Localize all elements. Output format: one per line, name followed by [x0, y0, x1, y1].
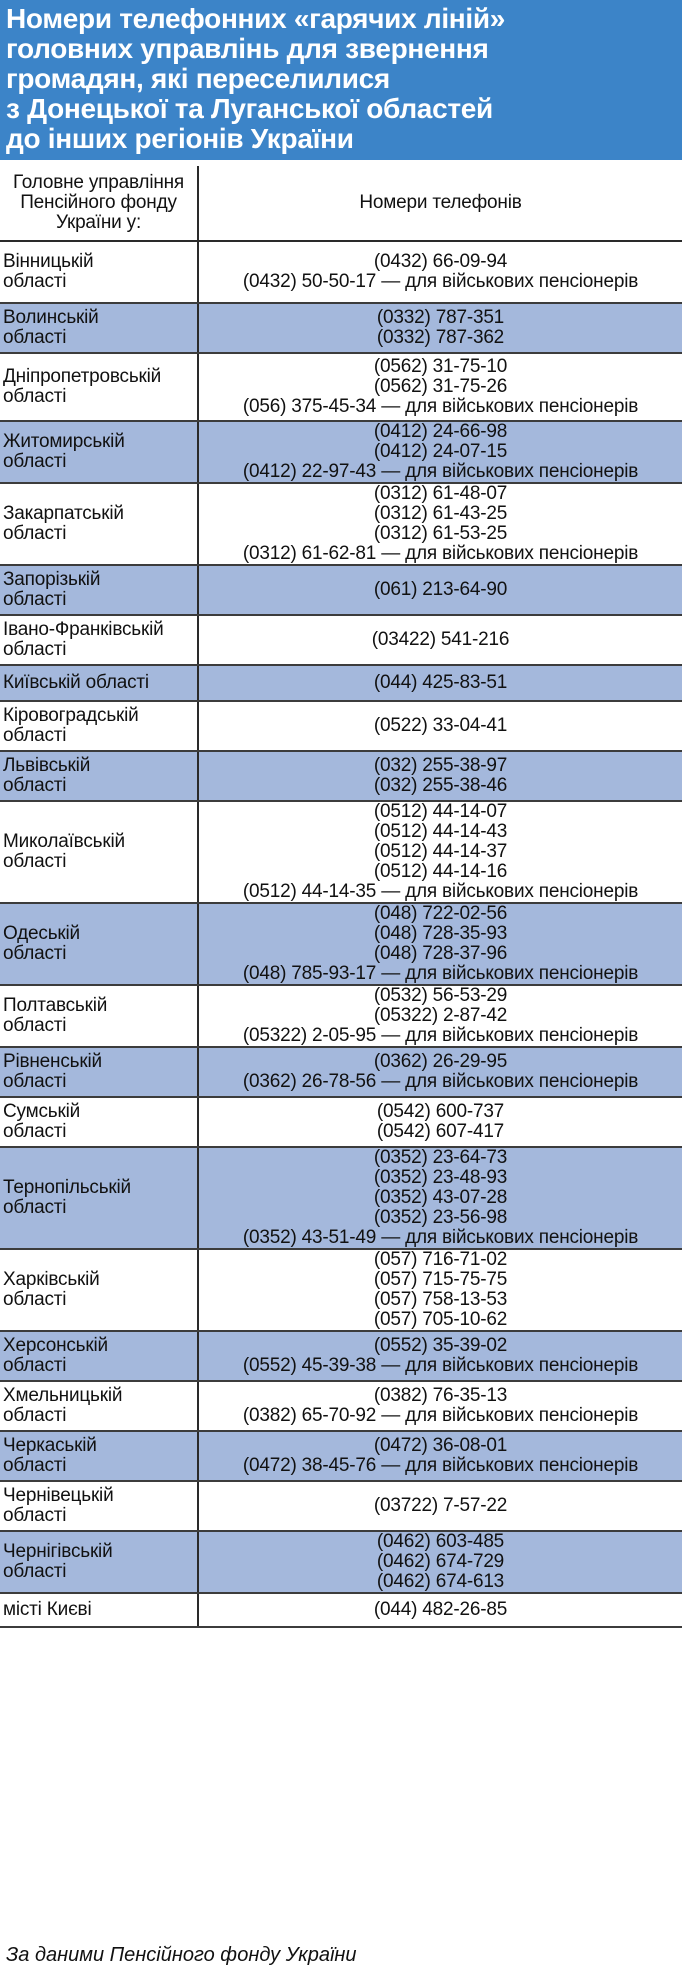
phone-number: (0512) 44-14-37 [373, 841, 508, 862]
region-cell [0, 985, 198, 1047]
title-line: громадян, які переселилися [6, 63, 390, 94]
table-row [0, 241, 682, 303]
region-cell [0, 421, 198, 483]
region-name: Київській області [3, 672, 149, 693]
region-name: області [3, 1197, 67, 1218]
table-row [0, 1331, 682, 1381]
region-cell [0, 1531, 198, 1593]
phone-number: (0312) 61-48-07 [373, 483, 508, 504]
table-row [0, 1593, 682, 1627]
region-name: Херсонській [3, 1335, 108, 1356]
region-cell [0, 1249, 198, 1331]
table-row [0, 1481, 682, 1531]
region-name: області [3, 451, 67, 472]
region-name: області [3, 775, 67, 796]
phones-cell [198, 985, 682, 1047]
phone-number: (0412) 24-07-15 [373, 441, 508, 462]
phones-cell [198, 701, 682, 751]
region-name: Чернівецькій [3, 1485, 114, 1506]
phone-number: (057) 758-13-53 [373, 1289, 508, 1310]
region-name: Рівненській [3, 1051, 102, 1072]
hotline-table [0, 166, 682, 1628]
phone-number: (0362) 26-78-56 — для військових пенсіонерів [242, 1071, 639, 1092]
phones-cell [198, 1481, 682, 1531]
region-name: області [3, 725, 67, 746]
title-line: з Донецької та Луганської областей [6, 93, 493, 124]
phone-number: (0562) 31-75-10 [373, 356, 508, 377]
table-row [0, 421, 682, 483]
phone-number: (057) 715-75-75 [373, 1269, 508, 1290]
phones-cell [198, 801, 682, 903]
region-name: області [3, 1121, 67, 1142]
region-cell [0, 1147, 198, 1249]
phone-number: (0462) 674-613 [376, 1571, 505, 1592]
phones-cell [198, 1381, 682, 1431]
title-line: головних управлінь для звернення [6, 33, 489, 64]
region-cell [0, 801, 198, 903]
phone-number: (061) 213-64-90 [373, 579, 508, 600]
region-name: Кіровоградській [3, 705, 139, 726]
phones-cell [198, 1331, 682, 1381]
region-name: області [3, 386, 67, 407]
table-row [0, 615, 682, 665]
table-row [0, 1431, 682, 1481]
phones-cell [198, 615, 682, 665]
region-name: Харківській [3, 1269, 100, 1290]
region-name: Черкаській [3, 1435, 97, 1456]
phone-number: (0332) 787-362 [376, 327, 505, 348]
phones-cell [198, 483, 682, 565]
table-row [0, 1381, 682, 1431]
region-name: області [3, 851, 67, 872]
table-row [0, 565, 682, 615]
phone-number: (057) 705-10-62 [373, 1309, 508, 1330]
region-name: області [3, 943, 67, 964]
region-cell [0, 303, 198, 353]
table-row [0, 903, 682, 985]
region-cell [0, 565, 198, 615]
phone-number: (032) 255-38-97 [373, 755, 508, 776]
phones-cell [198, 1047, 682, 1097]
phone-number: (048) 722-02-56 [373, 903, 508, 924]
phones-cell [198, 565, 682, 615]
phones-cell [198, 1531, 682, 1593]
phone-number: (0352) 43-07-28 [373, 1187, 508, 1208]
region-name: Сумській [3, 1101, 81, 1122]
phone-number: (0552) 45-39-38 — для військових пенсіонерів [242, 1355, 639, 1376]
region-name: Закарпатській [3, 503, 124, 524]
phone-number: (0352) 23-48-93 [373, 1167, 508, 1188]
table-row [0, 1097, 682, 1147]
phone-number: (044) 425-83-51 [373, 672, 508, 693]
table-row [0, 353, 682, 421]
phone-number: (044) 482-26-85 [373, 1599, 508, 1620]
region-name: області [3, 589, 67, 610]
phone-number: (0462) 603-485 [376, 1531, 505, 1552]
region-name: області [3, 1355, 67, 1376]
region-name: Хмельницькій [3, 1385, 123, 1406]
table-row [0, 483, 682, 565]
phone-number: (0352) 43-51-49 — для військових пенсіонерів [242, 1227, 639, 1248]
phone-number: (0312) 61-53-25 [373, 523, 508, 544]
phones-cell [198, 751, 682, 801]
phones-cell [198, 1431, 682, 1481]
phones-cell [198, 1097, 682, 1147]
column-header-line: України у: [55, 212, 142, 233]
phone-number: (048) 728-37-96 [373, 943, 508, 964]
region-name: Тернопільській [3, 1177, 131, 1198]
title-line: до інших регіонів України [6, 123, 354, 154]
phone-number: (05322) 2-05-95 — для військових пенсіонерів [242, 1025, 639, 1046]
region-name: Полтавській [3, 995, 108, 1016]
phones-cell [198, 665, 682, 701]
table-row [0, 1047, 682, 1097]
region-cell [0, 1097, 198, 1147]
region-cell [0, 1481, 198, 1531]
table-row [0, 1531, 682, 1593]
phone-number: (0382) 65-70-92 — для військових пенсіонерів [242, 1405, 639, 1426]
region-cell [0, 751, 198, 801]
title-banner [0, 0, 682, 160]
table-row [0, 801, 682, 903]
phone-number: (048) 785-93-17 — для військових пенсіонерів [242, 963, 639, 984]
phone-number: (0352) 23-64-73 [373, 1147, 508, 1168]
phone-number: (0412) 22-97-43 — для військових пенсіонерів [242, 461, 639, 482]
phone-number: (03722) 7-57-22 [373, 1495, 508, 1516]
table-row [0, 751, 682, 801]
region-name: області [3, 1561, 67, 1582]
phone-number: (0412) 24-66-98 [373, 421, 508, 442]
region-cell [0, 483, 198, 565]
phone-number: (03422) 541-216 [371, 629, 510, 650]
column-header-region [0, 166, 198, 241]
region-cell [0, 1381, 198, 1431]
phone-number: (0332) 787-351 [376, 307, 505, 328]
table-row [0, 665, 682, 701]
region-name: області [3, 271, 67, 292]
phone-number: (0462) 674-729 [376, 1551, 505, 1572]
phone-number: (0472) 36-08-01 [373, 1435, 508, 1456]
region-cell [0, 903, 198, 985]
phone-number: (0382) 76-35-13 [373, 1385, 508, 1406]
region-name: області [3, 1071, 67, 1092]
phone-number: (056) 375-45-34 — для військових пенсіонерів [242, 396, 639, 417]
phone-number: (0532) 56-53-29 [373, 985, 508, 1006]
phones-cell [198, 1147, 682, 1249]
phone-number: (0312) 61-43-25 [373, 503, 508, 524]
region-cell [0, 701, 198, 751]
phone-number: (0352) 23-56-98 [373, 1207, 508, 1228]
phones-cell [198, 303, 682, 353]
region-name: Чернігівській [3, 1541, 113, 1562]
table-row [0, 1249, 682, 1331]
phones-cell [198, 1593, 682, 1627]
region-cell [0, 1047, 198, 1097]
region-name: Одеській [3, 923, 80, 944]
page-title [6, 4, 676, 154]
phone-number: (0432) 66-09-94 [373, 251, 508, 272]
region-cell [0, 665, 198, 701]
phone-number: (057) 716-71-02 [373, 1249, 508, 1270]
phones-cell [198, 421, 682, 483]
region-cell [0, 1431, 198, 1481]
region-name: області [3, 1289, 67, 1310]
region-name: місті Києві [3, 1599, 92, 1620]
phones-cell [198, 1249, 682, 1331]
region-name: Вінницькій [3, 251, 94, 272]
region-name: області [3, 639, 67, 660]
region-cell [0, 1331, 198, 1381]
region-name: області [3, 1505, 67, 1526]
region-cell [0, 1593, 198, 1627]
region-cell [0, 615, 198, 665]
table-row [0, 985, 682, 1047]
phones-cell [198, 903, 682, 985]
column-header-phones: Номери телефонів [198, 166, 682, 241]
region-name: області [3, 1405, 67, 1426]
table-header-row [0, 166, 682, 241]
phone-number: (0362) 26-29-95 [373, 1051, 508, 1072]
phone-number: (032) 255-38-46 [373, 775, 508, 796]
region-name: Житомирській [3, 431, 125, 452]
phone-number: (048) 728-35-93 [373, 923, 508, 944]
phone-number: (0432) 50-50-17 — для військових пенсіонерів [242, 271, 639, 292]
phone-number: (0512) 44-14-07 [373, 801, 508, 822]
table-row [0, 303, 682, 353]
region-name: Дніпропетровській [3, 366, 162, 387]
region-name: області [3, 327, 67, 348]
region-name: області [3, 523, 67, 544]
table-row [0, 701, 682, 751]
region-name: Миколаївській [3, 831, 125, 852]
region-name: Івано-Франківській [3, 619, 164, 640]
phone-number: (0562) 31-75-26 [373, 376, 508, 397]
column-header-line: Пенсійного фонду [20, 192, 177, 213]
region-cell [0, 241, 198, 303]
table-row [0, 1147, 682, 1249]
phone-number: (0542) 607-417 [376, 1121, 505, 1142]
phone-number: (0552) 35-39-02 [373, 1335, 508, 1356]
region-name: Львівській [3, 755, 91, 776]
phone-number: (0512) 44-14-16 [373, 861, 508, 882]
region-name: області [3, 1455, 67, 1476]
source-note: За даними Пенсійного фонду України [6, 1944, 357, 1966]
phone-number: (0472) 38-45-76 — для військових пенсіонерів [242, 1455, 639, 1476]
region-name: області [3, 1015, 67, 1036]
region-name: Волинській [3, 307, 99, 328]
phone-number: (0512) 44-14-35 — для військових пенсіонерів [242, 881, 639, 902]
phone-number: (0542) 600-737 [376, 1101, 505, 1122]
phone-number: (0522) 33-04-41 [373, 715, 508, 736]
phone-number: (05322) 2-87-42 [373, 1005, 508, 1026]
phones-cell [198, 353, 682, 421]
column-header-line: Головне управління [12, 172, 185, 193]
region-cell [0, 353, 198, 421]
title-line: Номери телефонних «гарячих ліній» [6, 3, 506, 34]
region-name: Запорізькій [3, 569, 101, 590]
phone-number: (0512) 44-14-43 [373, 821, 508, 842]
phone-number: (0312) 61-62-81 — для військових пенсіонерів [242, 543, 639, 564]
phones-cell [198, 241, 682, 303]
